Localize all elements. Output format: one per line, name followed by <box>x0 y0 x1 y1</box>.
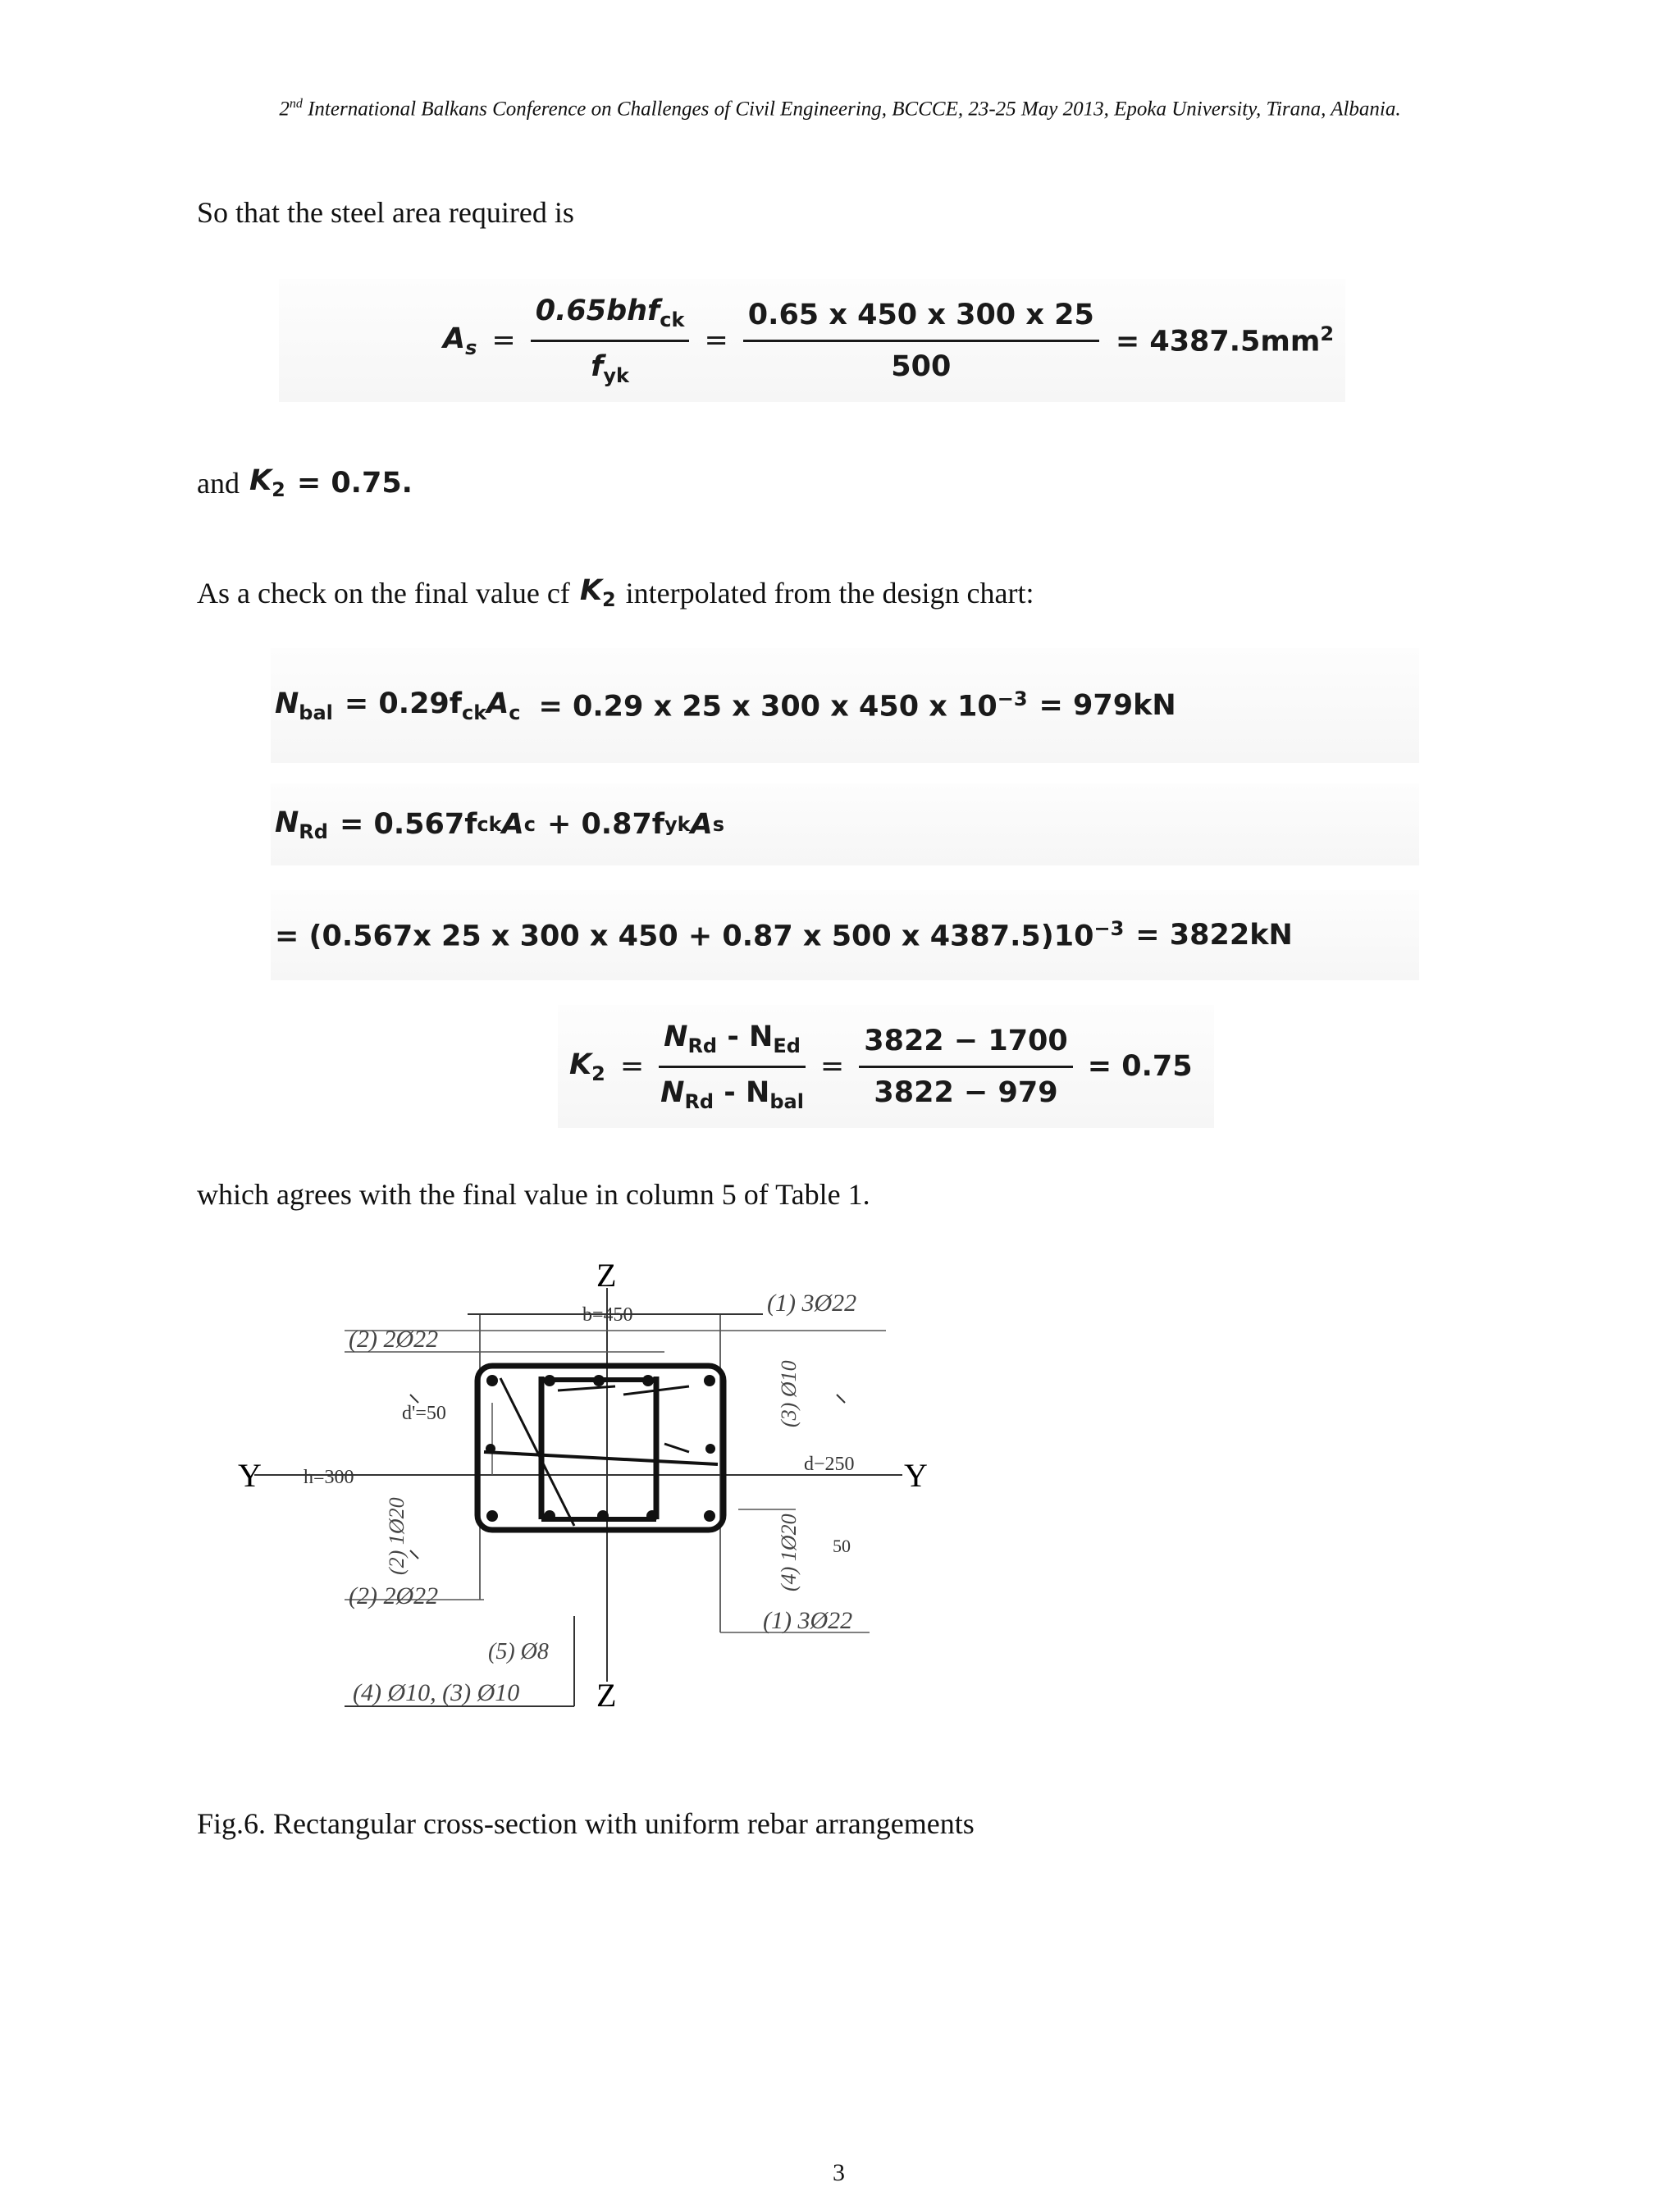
rebar <box>544 1510 555 1522</box>
d-right-label: d−250 <box>804 1454 855 1475</box>
right-vertical-top-label: (3) Ø10 <box>777 1360 801 1427</box>
rebar <box>593 1375 605 1386</box>
check-intro: As a check on the final value cf $K_2$ interpolated from the design chart: <box>197 574 1034 611</box>
outer-stirrup <box>477 1366 724 1530</box>
y-axis-left-label: Y <box>238 1457 262 1494</box>
bottom-right-bars-label: (1) 3Ø22 <box>763 1607 853 1634</box>
k2-fraction-symbolic: $\frac{N_{Rd} - N_{Ed}}{N_{Rd} - N_{bal}}$ <box>660 1020 804 1113</box>
h-dimension-label: h=300 <box>304 1467 354 1488</box>
rebar <box>704 1510 715 1522</box>
nrd-numeric-equation: = (0.567x 25 x 300 x 450 + 0.87 x 500 x $4387.5)10^{-3}$ = 3822kN <box>271 890 1419 980</box>
right-vertical-bottom-label: (4) 1Ø20 <box>777 1514 801 1591</box>
as-result: = $4387.5mm^2$ <box>1115 322 1335 358</box>
running-header <box>0 97 1680 121</box>
rebar <box>642 1375 654 1386</box>
y-axis-right-label: Y <box>904 1457 928 1494</box>
header-ordinal-suffix: nd <box>289 97 303 111</box>
rebar <box>544 1375 555 1386</box>
as-fraction-numeric: $\frac{0.65 x 450 x 300 x 25}{500}$ <box>743 299 1099 383</box>
steel-area-intro: So that the steel area required is <box>197 196 574 229</box>
z-axis-bottom-label: Z <box>596 1677 617 1714</box>
left-vertical-bars-label: (2) 1Ø20 <box>385 1497 409 1575</box>
as-lhs: $A_s$ <box>443 322 477 359</box>
d-prime-label: d'=50 <box>402 1403 446 1424</box>
rebar <box>704 1375 715 1386</box>
z-axis-top-label: Z <box>596 1257 617 1294</box>
stirrup-label: (5) Ø8 <box>488 1639 549 1664</box>
rebar <box>597 1510 609 1522</box>
top-right-bars-label: (1) 3Ø22 <box>767 1290 857 1317</box>
nbal-equation: $N_{bal}$ = $0.29f_{ck}A_c$ = 0.29 x 25 x 300 x 450 x $10^{-3}$ = 979kN <box>271 648 1419 763</box>
rebar <box>486 1375 498 1386</box>
fifty-label: 50 <box>833 1536 851 1556</box>
bottom-ties-label: (4) Ø10, (3) Ø10 <box>353 1679 520 1706</box>
k2-check-equation: $K_2$ = $\frac{N_{Rd} - N_{Ed}}{N_{Rd} - N_{bal}}$ = $\frac{3822 - 1700}{3822 - 979}$ = 0.75 <box>558 1005 1214 1128</box>
rebar <box>705 1444 715 1454</box>
figure-caption: Fig.6. Rectangular cross-section with uniform rebar arrangements <box>197 1807 975 1840</box>
k2-value-line: and $K_2$ = 0.75. <box>197 464 413 501</box>
header-text: International Balkans Conference on Challenges of Civil Engineering, BCCCE, 23-25 May 2013, Epoka University, Tirana, Albania. <box>308 98 1401 121</box>
k2-fraction-numeric: $\frac{3822 - 1700}{3822 - 979}$ <box>859 1025 1073 1109</box>
header-ordinal: 2 <box>279 98 290 121</box>
cross-section-figure <box>230 1255 935 1731</box>
b-dimension-label: b=450 <box>582 1304 633 1326</box>
bottom-left-bars-label: (2) 2Ø22 <box>349 1582 439 1609</box>
agreement-text: which agrees with the final value in column 5 of Table 1. <box>197 1178 870 1211</box>
rebar <box>486 1510 498 1522</box>
rebar <box>486 1444 495 1454</box>
rebar <box>646 1510 658 1522</box>
steel-area-equation: $A_s$ = $\frac{0.65bhf_{ck}}{f_{yk}}$ = $\frac{0.65 x 450 x 300 x 25}{500}$ = $4387.5mm^2$ <box>279 279 1345 402</box>
top-left-bars-label: (2) 2Ø22 <box>349 1326 439 1353</box>
as-fraction-symbolic: $\frac{0.65bhf_{ck}}{f_{yk}}$ <box>531 294 690 387</box>
cross-tie <box>484 1452 718 1464</box>
nrd-equation: $N_{Rd}$ = 0.567f ck A c + 0.87f yk A s <box>271 783 1419 865</box>
page-number: 3 <box>833 2159 845 2186</box>
